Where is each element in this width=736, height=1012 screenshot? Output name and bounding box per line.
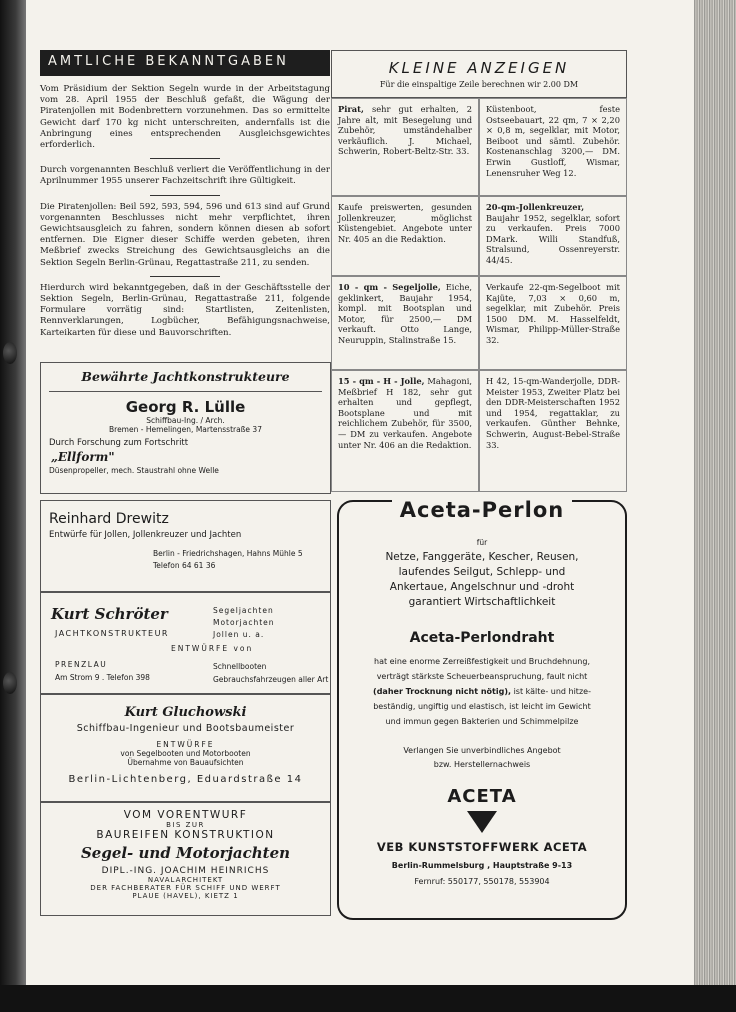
aceta-verlangen xyxy=(337,744,627,772)
gluchowski-title: Schiffbau-Ingenieur und Bootsbaumeister xyxy=(76,723,295,734)
aceta-phone: Fernruf: 550177, 550178, 553904 xyxy=(414,877,550,886)
ad-text: Mahagoni, Meßbrief H 182, sehr gut erhalten und gepflegt, Bootsplane und mit reichlichem Zubehör, für 3500,— DM zu verkaufen. Angebote unter Nr. 406 an die Redaktion. xyxy=(338,376,473,450)
aceta-desc-bold: (daher Trocknung nicht nötig), xyxy=(373,687,512,696)
ad-bold: 10 - qm - Segeljolle, xyxy=(338,282,441,292)
aceta-desc-line xyxy=(337,684,627,699)
aceta-logo-triangle-icon xyxy=(465,809,499,835)
luelle-line1: Durch Forschung zum Fortschritt xyxy=(49,438,189,448)
aceta-perlon-ad xyxy=(337,500,627,920)
luelle-brand: „Ellform" xyxy=(51,450,115,464)
luelle-title: Schiffbau-Ing. / Arch. xyxy=(146,416,225,425)
schroeter-list-item: Jollen u. a. xyxy=(213,630,265,639)
classified-ad xyxy=(479,276,627,370)
aceta-desc-line: und immun gegen Bakterien und Schimmelpilze xyxy=(385,717,579,726)
ad-text: Baujahr 1952, segelklar, sofort zu verkaufen. Preis 7000 DMark. Willi Standfuß, Stralsund, Ossenreyerstr. 44/45. xyxy=(486,212,620,265)
book-gutter xyxy=(0,0,26,1012)
aceta-title xyxy=(337,498,627,522)
gluchowski-entwuerfe: ENTWÜRFE xyxy=(156,740,215,749)
ad-bold: 20-qm-Jollenkreuzer, xyxy=(486,202,585,212)
amtliche-paragraph: Hierdurch wird bekanntgegeben, daß in der Geschäftsstelle der Sektion Segeln, Berlin-Grünau, Regattastraße 211, folgende Formulare vorrätig sind: Startlisten, Zeitenlisten, Rennverklarungen, Logbücher, Befähigungsnachweise, Karteikarten für diese und Bauvorschriften. xyxy=(40,282,330,338)
aceta-desc-line: hat eine enorme Zerreißfestigkeit und Bruchdehnung, xyxy=(374,657,590,666)
aceta-desc-line: beständig, ungiftig und elastisch, ist leicht im Gewicht xyxy=(373,702,591,711)
aceta-desc-line: verträgt stärkste Scheuerbeanspruchung, fault nicht xyxy=(376,672,588,681)
schroeter-list2 xyxy=(213,660,328,686)
heinrichs-sub: DER FACHBERATER FÜR SCHIFF UND WERFT xyxy=(90,884,281,892)
classified-ad xyxy=(331,370,479,492)
kleine-anzeigen-subtitle: Für die einspaltige Zeile berechnen wir 2.00 DM xyxy=(379,80,579,89)
classified-ad xyxy=(331,276,479,370)
drewitz-phone: Telefon 64 61 36 xyxy=(153,561,216,570)
classified-ad xyxy=(479,98,627,196)
luelle-name: Georg R. Lülle xyxy=(125,398,246,416)
aceta-title-text: Aceta-Perlon xyxy=(392,498,572,522)
heinrichs-script: Segel- und Motorjachten xyxy=(80,844,291,862)
schroeter-list2-item: Gebrauchsfahrzeugen aller Art xyxy=(213,675,329,684)
aceta-logo-text: ACETA xyxy=(447,786,517,807)
classified-ad xyxy=(331,196,479,276)
binding-ring xyxy=(3,342,17,364)
heinrichs-line2: BIS ZUR xyxy=(166,821,205,829)
ad-text: Kaufe preiswerten, gesunden Jollenkreuzer, möglichst Küstengebiet. Angebote unter Nr. 405 an die Redaktion. xyxy=(338,202,472,244)
amtliche-body xyxy=(40,84,330,339)
aceta-subtitle: Aceta-Perlondraht xyxy=(409,630,555,646)
aceta-fuer: für xyxy=(476,538,488,547)
amtliche-bekanntgaben xyxy=(40,50,330,346)
ad-text: H 42, 15-qm-Wanderjolle, DDR-Meister 1953, Zweiter Platz bei den DDR-Meisterschaften 1952 und 1954, regattaklar, zu verkaufen. Günther Behnke, Schwerin, August-Bebel-Straße 33. xyxy=(486,376,620,450)
gluchowski-name: Kurt Gluchowski xyxy=(124,705,247,720)
luelle-address: Bremen - Hemelingen, Martensstraße 37 xyxy=(109,425,262,434)
ad-text: sehr gut erhalten, 2 Jahre alt, mit Besegelung und Zubehör, umständehalber verkäuflich. J. Michael, Schwerin, Robert-Beltz-Str. 33. xyxy=(338,104,472,157)
ad-text: Eiche, geklinkert, Baujahr 1954, kompl. mit Bootsplan und Motor, für 2500,— DM verkauft. Otto Lange, Neuruppin, Stalinstraße 15. xyxy=(338,282,472,345)
classified-ad xyxy=(479,196,627,276)
luelle-ad xyxy=(40,362,331,494)
ad-bold: 15 - qm - H - Jolle, xyxy=(338,376,425,386)
schroeter-list-item: Segeljachten xyxy=(213,606,274,615)
gluchowski-line1: von Segelbooten und Motorbooten xyxy=(120,749,251,758)
drewitz-name: Reinhard Drewitz xyxy=(49,511,169,527)
amtliche-paragraph: Vom Präsidium der Sektion Segeln wurde in der Arbeitstagung vom 28. April 1955 der Beschluß gefaßt, die Wägung der Piratenjollen mit Bodenbrettern vorzunehmen. Das so ermittelte Gewicht darf 170 kg nicht unterschreiten, andernfalls ist die Anbringung eines entsprechenden Ausgleichsgewichtes erforderlich. xyxy=(40,84,330,151)
classified-ad xyxy=(479,370,627,492)
kleine-anzeigen-header xyxy=(331,50,627,98)
page-edges xyxy=(694,0,736,985)
gluchowski-line2: Übernahme von Bauaufsichten xyxy=(127,758,244,767)
heinrichs-name: DIPL.-ING. JOACHIM HEINRICHS xyxy=(101,866,270,876)
schroeter-address: Am Strom 9 . Telefon 398 xyxy=(55,673,150,682)
aceta-use-line: Ankertaue, Angelschnur und -droht xyxy=(389,581,575,593)
heinrichs-address: PLAUE (HAVEL), KIETZ 1 xyxy=(132,892,239,900)
amtliche-paragraph: Die Piratenjollen: Beil 592, 593, 594, 596 und 613 sind auf Grund vorgenannten Beschlusses nicht mehr verpflichtet, ihren Gewichtsausgleich zu fahren, sondern können diesen ab sofort entfernen. Die Eigner dieser Schiffe werden gebeten, ihren Meßbrief zwecks Streichung des Gewichtsausgleichs an die Sektion Segeln Berlin-Grünau, Regattastraße 211, zu senden. xyxy=(40,201,330,268)
drewitz-ad xyxy=(40,500,331,592)
aceta-description xyxy=(337,654,627,729)
aceta-use-line: garantiert Wirtschaftlichkeit xyxy=(408,596,556,608)
classified-ad xyxy=(331,98,479,196)
schroeter-title: JACHTKONSTRUKTEUR xyxy=(55,629,169,638)
heinrichs-ad xyxy=(40,802,331,916)
aceta-use-line: Netze, Fanggeräte, Kescher, Reusen, xyxy=(385,551,579,563)
aceta-verlangen-line: Verlangen Sie unverbindliches Angebot xyxy=(403,746,561,755)
aceta-company: VEB KUNSTSTOFFWERK ACETA xyxy=(376,840,588,854)
divider xyxy=(49,391,322,392)
bottom-edge xyxy=(0,985,736,1012)
ad-text: Küstenboot, feste Ostseebauart, 22 qm, 7 × 2,20 × 0,8 m, segelklar, mit Motor, Beiboot und sämtl. Zubehör. Kostenanschlag 3200,— DM. Erwin Gustloff, Wismar, Lenensruher Weg 12. xyxy=(486,104,620,178)
kleine-anzeigen-title: KLEINE ANZEIGEN xyxy=(388,59,570,77)
aceta-desc-rest: ist kälte- und hitze- xyxy=(511,687,591,696)
aceta-verlangen-line: bzw. Herstellernachweis xyxy=(433,760,531,769)
ad-text: Verkaufe 22-qm-Segelboot mit Kajüte, 7,03 × 0,60 m, segelklar, mit Zubehör. Preis 1500 DM. M. Hasselfeldt, Wismar, Philipp-Müller-Straße 32. xyxy=(486,282,620,345)
divider xyxy=(150,158,220,159)
drewitz-desc: Entwürfe für Jollen, Jollenkreuzer und Jachten xyxy=(49,530,242,540)
binding-ring xyxy=(3,672,17,694)
aceta-address: Berlin-Rummelsburg , Hauptstraße 9-13 xyxy=(391,861,573,870)
schroeter-list-item: Motorjachten xyxy=(213,618,275,627)
ad-bold: Pirat, xyxy=(338,104,364,114)
schroeter-name: Kurt Schröter xyxy=(51,605,168,623)
amtliche-paragraph: Durch vorgenannten Beschluß verliert die Veröffentlichung in der Aprilnummer 1955 unserer Fachzeitschrift ihre Gültigkeit. xyxy=(40,165,330,187)
bewaehrte-heading: Bewährte Jachtkonstrukteure xyxy=(81,369,290,384)
schroeter-city: PRENZLAU xyxy=(55,660,108,669)
drewitz-address: Berlin - Friedrichshagen, Hahns Mühle 5 xyxy=(153,549,303,558)
divider xyxy=(150,276,220,277)
amtliche-header: AMTLICHE BEKANNTGABEN xyxy=(40,50,330,76)
aceta-use-line: laufendes Seilgut, Schlepp- und xyxy=(398,566,566,578)
gluchowski-address: Berlin-Lichtenberg, Eduardstraße 14 xyxy=(68,774,303,785)
heinrichs-title: NAVALARCHITEKT xyxy=(147,876,224,884)
luelle-line2: Düsenpropeller, mech. Staustrahl ohne Welle xyxy=(49,466,219,475)
schroeter-list xyxy=(213,605,275,641)
gluchowski-ad xyxy=(40,694,331,802)
schroeter-ad xyxy=(40,592,331,694)
heinrichs-line3: BAUREIFEN KONSTRUKTION xyxy=(96,829,275,841)
heinrichs-line1: VOM VORENTWURF xyxy=(123,809,248,821)
divider xyxy=(150,195,220,196)
schroeter-entwuerfe: ENTWÜRFE von xyxy=(171,644,254,653)
schroeter-list2-item: Schnellbooten xyxy=(213,662,267,671)
aceta-uses xyxy=(337,550,627,610)
